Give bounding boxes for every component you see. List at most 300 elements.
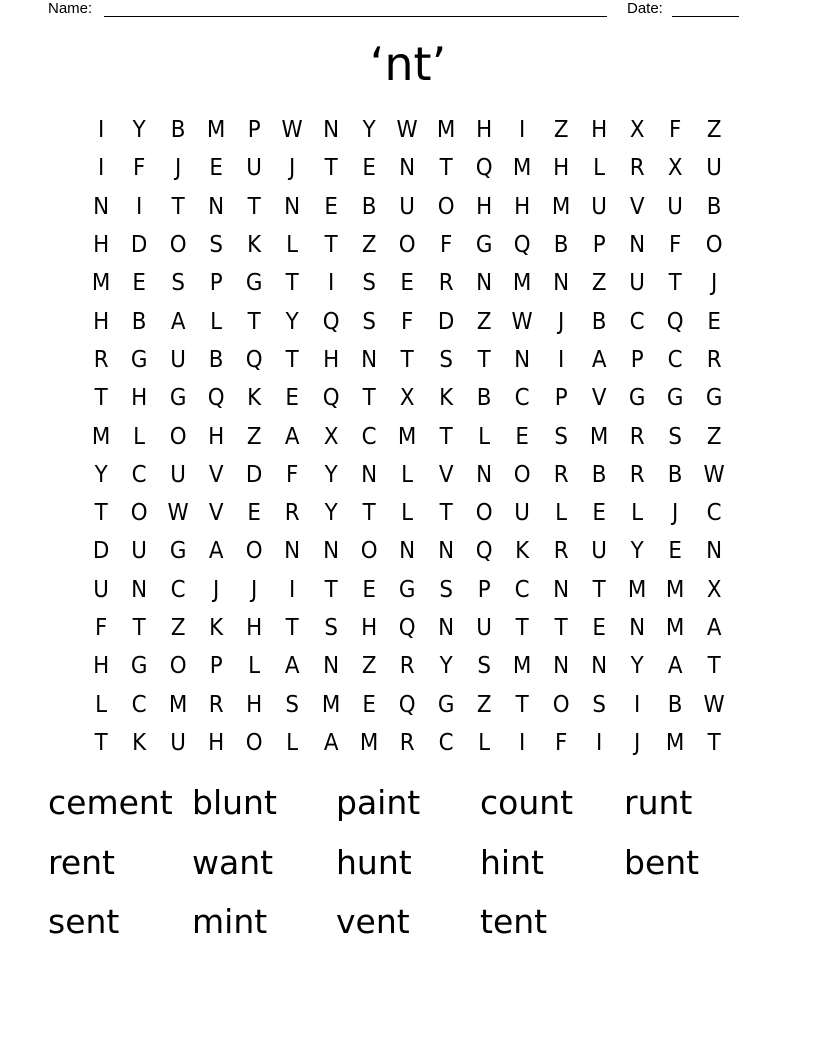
- grid-letter: L: [401, 461, 414, 488]
- grid-letter: N: [514, 346, 531, 373]
- grid-letter: U: [476, 615, 492, 641]
- grid-letter: M: [628, 576, 647, 603]
- grid-letter: G: [475, 232, 493, 259]
- grid-letter: E: [592, 500, 606, 527]
- word-bank-item: runt: [624, 783, 693, 822]
- grid-letter: Y: [94, 461, 108, 488]
- word-bank-item: tent: [480, 902, 548, 941]
- grid-letter: W: [703, 461, 725, 488]
- grid-letter: H: [590, 117, 608, 144]
- grid-letter: U: [514, 500, 531, 527]
- grid-letter: I: [595, 729, 603, 756]
- grid-letter: M: [206, 117, 226, 144]
- grid-letter: C: [438, 729, 454, 756]
- word-bank-item: want: [192, 842, 274, 882]
- grid-letter: R: [629, 461, 645, 488]
- grid-letter: T: [362, 385, 376, 412]
- grid-letter: Q: [245, 346, 263, 373]
- grid-letter: H: [476, 193, 493, 220]
- grid-letter: G: [399, 576, 416, 603]
- grid-letter: N: [284, 538, 301, 565]
- grid-letter: Q: [322, 385, 340, 412]
- grid-letter: Y: [362, 117, 376, 144]
- grid-letter: Q: [322, 308, 340, 335]
- grid-letter: B: [170, 117, 186, 144]
- grid-letter: L: [554, 500, 567, 527]
- grid-letter: B: [591, 461, 607, 488]
- grid-letter: I: [327, 270, 335, 297]
- grid-letter: Z: [591, 270, 607, 297]
- grid-letter: Q: [475, 538, 493, 565]
- grid-letter: A: [668, 653, 683, 680]
- grid-letter: T: [132, 615, 146, 641]
- grid-letter: I: [136, 193, 143, 220]
- grid-letter: K: [438, 385, 453, 412]
- grid-letter: S: [553, 423, 568, 450]
- grid-letter: E: [247, 500, 262, 527]
- grid-letter: J: [634, 729, 641, 756]
- grid-letter: H: [322, 346, 339, 373]
- grid-letter: R: [400, 729, 415, 756]
- grid-letter: S: [362, 308, 377, 335]
- grid-letter: T: [592, 576, 606, 603]
- grid-letter: E: [209, 155, 223, 182]
- grid-letter: F: [669, 117, 682, 144]
- grid-letter: U: [131, 538, 148, 565]
- grid-letter: Z: [476, 691, 492, 718]
- grid-letter: T: [515, 691, 529, 718]
- word-bank-item: sent: [48, 902, 120, 941]
- grid-letter: P: [554, 385, 568, 412]
- grid-letter: T: [477, 346, 491, 373]
- grid-letter: V: [208, 500, 224, 527]
- word-bank-item: hunt: [336, 842, 412, 882]
- grid-letter: I: [519, 117, 526, 144]
- grid-letter: T: [439, 155, 453, 182]
- grid-letter: T: [707, 653, 721, 680]
- grid-letter: T: [669, 270, 683, 297]
- grid-letter: N: [322, 117, 339, 144]
- grid-letter: H: [93, 232, 110, 259]
- grid-letter: C: [668, 346, 684, 373]
- grid-letter: R: [553, 538, 569, 565]
- grid-letter: L: [286, 232, 299, 259]
- grid-letter: F: [133, 155, 146, 182]
- grid-letter: N: [208, 193, 225, 220]
- grid-letter: K: [515, 538, 530, 565]
- grid-letter: H: [476, 117, 493, 144]
- grid-letter: B: [476, 385, 492, 412]
- grid-letter: B: [361, 193, 377, 220]
- grid-letter: M: [551, 193, 570, 220]
- grid-letter: T: [554, 615, 568, 641]
- grid-letter: N: [361, 346, 378, 373]
- grid-letter: G: [131, 653, 148, 680]
- grid-letter: Z: [361, 653, 377, 680]
- grid-letter: Q: [399, 691, 416, 718]
- grid-letter: O: [169, 232, 187, 259]
- word-bank-item: rent: [48, 842, 115, 882]
- grid-letter: U: [591, 538, 607, 565]
- grid-letter: U: [706, 155, 722, 182]
- grid-letter: E: [515, 423, 530, 450]
- grid-letter: M: [666, 615, 685, 641]
- grid-letter: Z: [706, 423, 722, 450]
- grid-letter: T: [324, 576, 338, 603]
- grid-letter: Y: [324, 500, 338, 527]
- grid-letter: U: [591, 193, 607, 220]
- grid-letter: O: [513, 461, 531, 488]
- word-bank: [48, 782, 768, 961]
- grid-letter: S: [170, 270, 185, 297]
- grid-letter: M: [398, 423, 417, 450]
- grid-letter: C: [131, 691, 147, 718]
- grid-letter: H: [93, 308, 110, 335]
- grid-letter: V: [629, 193, 645, 220]
- grid-letter: N: [437, 538, 454, 565]
- grid-letter: I: [289, 576, 296, 603]
- grid-letter: N: [629, 615, 646, 641]
- grid-letter: L: [210, 308, 223, 335]
- grid-letter: D: [437, 308, 455, 335]
- grid-letter: A: [285, 653, 300, 680]
- grid-letter: A: [170, 308, 186, 335]
- grid-letter: W: [282, 117, 304, 144]
- grid-letter: C: [514, 576, 530, 603]
- grid-letter: T: [94, 500, 108, 527]
- grid-letter: E: [324, 193, 338, 220]
- grid-letter: S: [439, 346, 453, 373]
- grid-letter: M: [666, 576, 685, 603]
- grid-letter: T: [171, 193, 185, 220]
- grid-letter: I: [634, 691, 641, 718]
- grid-letter: E: [707, 308, 721, 335]
- grid-letter: I: [557, 346, 564, 373]
- grid-letter: G: [169, 385, 187, 412]
- grid-letter: R: [285, 500, 301, 527]
- grid-letter: C: [629, 308, 645, 335]
- grid-letter: E: [668, 538, 683, 565]
- grid-letter: L: [631, 500, 644, 527]
- grid-letter: L: [401, 500, 414, 527]
- grid-letter: O: [437, 193, 455, 220]
- grid-letter: T: [362, 500, 376, 527]
- grid-letter: O: [169, 653, 187, 680]
- grid-letter: X: [400, 385, 415, 412]
- header: [48, 0, 748, 20]
- grid-letter: A: [591, 346, 607, 373]
- grid-letter: T: [286, 615, 300, 641]
- grid-letter: M: [359, 729, 379, 756]
- grid-letter: D: [246, 461, 263, 488]
- grid-letter: C: [706, 500, 722, 527]
- grid-letter: T: [439, 500, 453, 527]
- grid-letter: A: [323, 729, 339, 756]
- grid-letter: L: [248, 653, 261, 680]
- grid-letter: B: [668, 461, 683, 488]
- grid-letter: C: [514, 385, 530, 412]
- grid-letter: O: [399, 232, 416, 259]
- grid-letter: O: [705, 232, 723, 259]
- grid-letter: F: [669, 232, 682, 259]
- grid-letter: G: [629, 385, 646, 412]
- grid-letter: E: [362, 691, 376, 718]
- grid-letter: U: [169, 461, 186, 488]
- grid-letter: T: [515, 615, 529, 641]
- grid-letter: T: [439, 423, 453, 450]
- grid-letter: H: [131, 385, 148, 412]
- grid-letter: M: [666, 729, 685, 756]
- grid-letter: W: [396, 117, 419, 144]
- grid-letter: M: [321, 691, 341, 718]
- grid-letter: M: [91, 270, 111, 297]
- grid-letter: M: [436, 117, 456, 144]
- grid-letter: Y: [630, 538, 644, 565]
- grid-letter: Q: [667, 308, 685, 335]
- grid-letter: I: [97, 117, 105, 144]
- grid-letter: Z: [247, 423, 262, 450]
- grid-letter: D: [131, 232, 148, 259]
- name-blank-line: [104, 16, 607, 17]
- grid-letter: S: [209, 232, 223, 259]
- grid-letter: W: [167, 500, 189, 527]
- grid-letter: R: [93, 346, 109, 373]
- grid-letter: J: [212, 576, 220, 603]
- word-bank-item: paint: [336, 783, 421, 822]
- grid-letter: N: [399, 155, 416, 182]
- grid-letter: R: [629, 155, 645, 182]
- grid-letter: N: [361, 461, 378, 488]
- grid-letter: J: [672, 500, 679, 527]
- grid-letter: J: [174, 155, 181, 182]
- grid-letter: A: [285, 423, 300, 450]
- grid-letter: Z: [361, 232, 377, 259]
- grid-letter: T: [286, 346, 300, 373]
- grid-letter: H: [552, 155, 569, 182]
- grid-letter: P: [630, 346, 644, 373]
- grid-letter: G: [437, 691, 455, 718]
- grid-letter: F: [439, 232, 452, 259]
- grid-letter: C: [131, 461, 147, 488]
- word-search-grid: [82, 111, 733, 762]
- grid-letter: L: [286, 729, 299, 756]
- grid-letter: W: [511, 308, 533, 335]
- grid-letter: O: [169, 423, 187, 450]
- grid-letter: H: [93, 653, 110, 680]
- grid-letter: N: [705, 538, 722, 565]
- grid-letter: H: [246, 615, 263, 641]
- grid-letter: Z: [476, 308, 492, 335]
- name-label: Name:: [48, 0, 93, 17]
- word-bank-item: vent: [336, 902, 410, 941]
- grid-letter: J: [289, 155, 296, 182]
- grid-letter: C: [361, 423, 377, 450]
- word-bank-item: blunt: [192, 783, 277, 822]
- grid-letter: N: [552, 653, 569, 680]
- grid-letter: E: [592, 615, 606, 641]
- grid-letter: Y: [286, 308, 300, 335]
- grid-letter: R: [553, 461, 569, 488]
- grid-letter: O: [245, 729, 263, 756]
- word-bank-item: hint: [480, 842, 544, 882]
- grid-letter: F: [94, 615, 108, 641]
- grid-letter: N: [552, 270, 569, 297]
- grid-letter: K: [247, 385, 262, 412]
- grid-letter: S: [477, 653, 491, 680]
- grid-letter: X: [629, 117, 645, 144]
- grid-letter: G: [169, 538, 187, 565]
- grid-letter: T: [707, 729, 721, 756]
- grid-letter: Q: [475, 155, 493, 182]
- grid-letter: U: [399, 193, 416, 220]
- grid-letter: U: [93, 576, 109, 603]
- grid-letter: A: [208, 538, 224, 565]
- grid-letter: Y: [324, 461, 338, 488]
- grid-letter: L: [593, 155, 605, 182]
- grid-letter: H: [246, 691, 263, 718]
- grid-letter: E: [362, 155, 376, 182]
- grid-letter: H: [207, 423, 225, 450]
- grid-letter: T: [286, 270, 300, 297]
- grid-letter: I: [519, 729, 526, 756]
- grid-letter: N: [476, 461, 493, 488]
- grid-letter: N: [552, 576, 569, 603]
- grid-letter: N: [399, 538, 416, 565]
- grid-letter: F: [401, 308, 414, 335]
- grid-letter: V: [438, 461, 454, 488]
- grid-letter: O: [245, 538, 263, 565]
- grid-letter: K: [247, 232, 262, 259]
- grid-letter: O: [552, 691, 570, 718]
- page-title: ‘nt’: [369, 37, 447, 91]
- grid-letter: T: [324, 155, 338, 182]
- grid-letter: O: [360, 538, 378, 565]
- grid-letter: O: [475, 500, 493, 527]
- grid-letter: J: [557, 308, 564, 335]
- grid-letter: N: [322, 538, 339, 565]
- grid-letter: M: [513, 270, 532, 297]
- grid-letter: N: [629, 232, 646, 259]
- grid-letter: I: [97, 155, 105, 182]
- grid-letter: N: [437, 615, 454, 641]
- grid-letter: K: [132, 729, 147, 756]
- grid-letter: T: [94, 729, 108, 756]
- grid-letter: U: [629, 270, 646, 297]
- grid-letter: Q: [399, 615, 416, 641]
- grid-letter: M: [513, 653, 532, 680]
- date-label: Date:: [627, 0, 663, 17]
- grid-letter: T: [94, 385, 108, 412]
- grid-letter: G: [246, 270, 263, 297]
- grid-letter: U: [169, 729, 186, 756]
- grid-letter: R: [629, 423, 645, 450]
- grid-letter: M: [91, 423, 111, 450]
- grid-letter: N: [590, 653, 608, 680]
- grid-letter: F: [286, 461, 299, 488]
- grid-letter: J: [710, 270, 718, 297]
- grid-letter: W: [703, 691, 725, 718]
- grid-letter: B: [553, 232, 569, 259]
- grid-letter: S: [439, 576, 453, 603]
- grid-letter: N: [322, 653, 339, 680]
- grid-letter: C: [170, 576, 186, 603]
- grid-letter: E: [362, 576, 376, 603]
- grid-letter: M: [589, 423, 609, 450]
- grid-letter: O: [131, 500, 148, 527]
- grid-letter: P: [477, 576, 491, 603]
- grid-letter: P: [247, 117, 261, 144]
- grid-letter: S: [668, 423, 683, 450]
- grid-letter: R: [400, 653, 415, 680]
- grid-letter: B: [668, 691, 683, 718]
- grid-letter: L: [133, 423, 146, 450]
- grid-letter: L: [478, 423, 491, 450]
- word-bank-item: count: [480, 783, 574, 822]
- grid-letter: P: [209, 270, 223, 297]
- grid-letter: Y: [630, 653, 644, 680]
- grid-letter: R: [438, 270, 454, 297]
- grid-letter: B: [591, 308, 607, 335]
- grid-letter: S: [285, 691, 300, 718]
- grid-letter: H: [514, 193, 531, 220]
- grid-letter: E: [132, 270, 147, 297]
- grid-letter: U: [246, 155, 263, 182]
- grid-letter: T: [247, 193, 261, 220]
- grid-letter: V: [208, 461, 224, 488]
- date-blank-line: [672, 16, 739, 17]
- grid-letter: B: [132, 308, 147, 335]
- grid-letter: N: [476, 270, 493, 297]
- grid-letter: N: [284, 193, 301, 220]
- grid-letter: G: [131, 346, 148, 373]
- grid-letter: K: [209, 615, 224, 641]
- grid-letter: X: [706, 576, 722, 603]
- grid-letter: Y: [439, 653, 453, 680]
- grid-letter: T: [400, 346, 415, 373]
- grid-letter: S: [324, 615, 338, 641]
- grid-letter: Z: [706, 117, 722, 144]
- word-bank-item: cement: [48, 783, 173, 822]
- grid-letter: U: [169, 346, 186, 373]
- word-bank-item: bent: [624, 842, 700, 882]
- grid-letter: N: [93, 193, 110, 220]
- word-bank-item: mint: [192, 902, 268, 941]
- grid-letter: E: [285, 385, 300, 412]
- grid-letter: F: [554, 729, 567, 756]
- grid-letter: B: [706, 193, 722, 220]
- grid-letter: Q: [513, 232, 531, 259]
- grid-letter: R: [208, 691, 224, 718]
- grid-letter: M: [168, 691, 187, 718]
- grid-letter: A: [706, 615, 722, 641]
- grid-letter: R: [706, 346, 722, 373]
- grid-letter: J: [251, 576, 258, 603]
- grid-letter: M: [513, 155, 532, 182]
- grid-letter: B: [208, 346, 224, 373]
- grid-letter: U: [667, 193, 684, 220]
- grid-letter: G: [667, 385, 684, 412]
- grid-letter: H: [207, 729, 225, 756]
- grid-letter: S: [592, 691, 606, 718]
- grid-letter: P: [209, 653, 223, 680]
- grid-letter: L: [95, 691, 108, 718]
- grid-letter: H: [361, 615, 378, 641]
- grid-letter: P: [592, 232, 606, 259]
- grid-letter: Z: [170, 615, 186, 641]
- grid-letter: T: [247, 308, 261, 335]
- grid-letter: V: [591, 385, 607, 412]
- grid-letter: X: [668, 155, 683, 182]
